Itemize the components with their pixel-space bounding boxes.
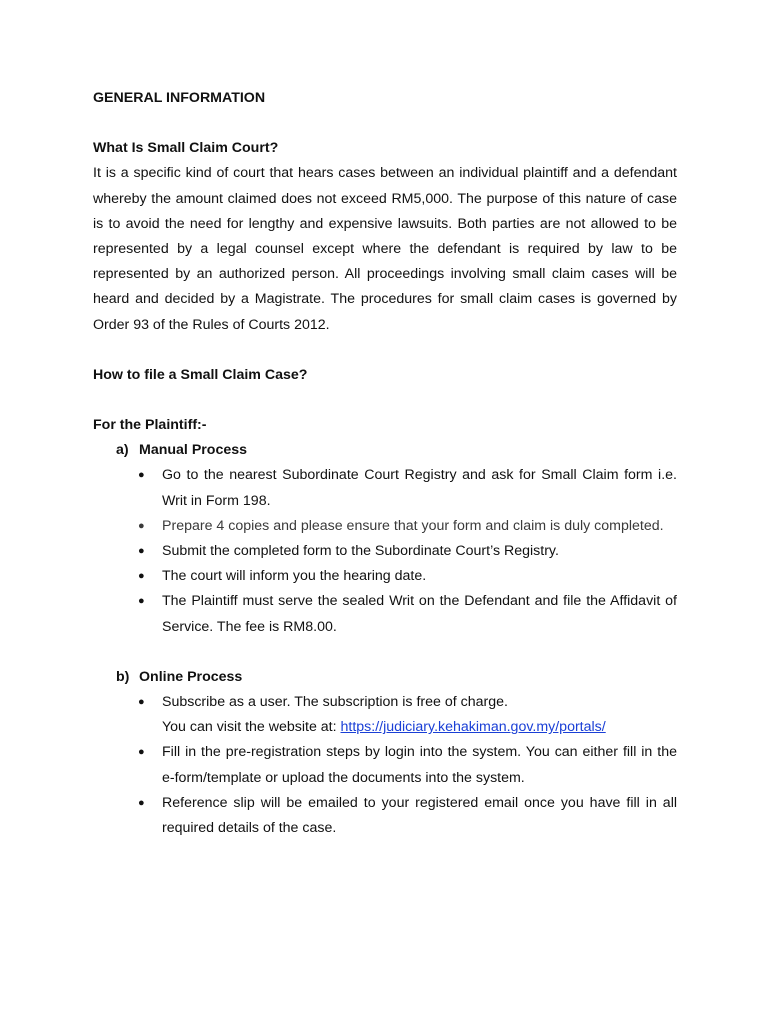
list-item-text: Subscribe as a user. The subscription is free of charge. <box>162 694 508 711</box>
spacer <box>93 388 677 413</box>
online-process-list <box>138 690 677 841</box>
bullet-icon: ● <box>138 570 145 583</box>
list-item-text: Prepare 4 copies and please ensure that your form and claim is duly completed. <box>162 517 664 534</box>
what-is-small-claim-title: What Is Small Claim Court? <box>93 140 279 157</box>
list-item <box>138 690 677 740</box>
spacer <box>93 111 677 136</box>
what-is-small-claim-body: It is a specific kind of court that hears cases between an individual plaintiff and a defendant whereby the amount claimed does not exceed RM5,000. The purpose of this nature of case is to avoid the need for lengthy and expensive lawsuits. Both parties are not allowed to be represented by a legal counsel except where the defendant is required by law to be represented by an authorized person. All proceedings involving small claim cases will be heard and decided by a Magistrate. The procedures for small claim cases is governed by Order 93 of the Rules of Courts 2012. <box>93 165 677 333</box>
list-item <box>138 791 677 841</box>
online-process-marker: b) <box>116 668 130 685</box>
list-item <box>138 539 677 564</box>
bullet-icon: ● <box>138 796 145 809</box>
list-item <box>138 564 677 589</box>
manual-process-label: Manual Process <box>139 442 248 459</box>
manual-process-list <box>138 463 677 639</box>
manual-process-title <box>116 438 677 463</box>
document-content <box>93 86 677 841</box>
how-to-file-title: How to file a Small Claim Case? <box>93 366 308 383</box>
bullet-icon: ● <box>138 595 145 608</box>
bullet-icon: ● <box>138 545 145 558</box>
list-item-text: The court will inform you the hearing date. <box>162 568 427 585</box>
judiciary-portal-link[interactable]: https://judiciary.kehakiman.gov.my/portals/ <box>340 719 606 736</box>
list-item <box>138 740 677 790</box>
list-item <box>138 514 677 539</box>
list-item-text: You can visit the website at: <box>162 719 341 736</box>
spacer <box>93 640 677 665</box>
bullet-icon: ● <box>138 469 145 482</box>
list-item-text: Reference slip will be emailed to your registered email once you have fill in all required details of the case. <box>162 794 677 837</box>
list-item-text: Submit the completed form to the Subordinate Court’s Registry. <box>162 543 559 560</box>
manual-process-marker: a) <box>116 442 129 459</box>
plaintiff-title: For the Plaintiff:- <box>93 417 207 434</box>
list-item <box>138 463 677 513</box>
bullet-icon: ● <box>138 519 145 532</box>
general-information-heading: GENERAL INFORMATION <box>93 90 266 106</box>
list-item-text: The Plaintiff must serve the sealed Writ on the Defendant and file the Affidavit of Service. The fee is RM8.00. <box>162 593 677 635</box>
spacer <box>93 338 677 363</box>
list-item <box>138 589 677 639</box>
list-item-text: Fill in the pre-registration steps by login into the system. You can either fill in the e-form/template or upload the documents into the system. <box>162 744 677 786</box>
bullet-icon: ● <box>138 746 145 759</box>
online-process-label: Online Process <box>139 668 243 685</box>
online-process-title <box>116 665 677 690</box>
list-item-text: Go to the nearest Subordinate Court Registry and ask for Small Claim form i.e. Writ in Form 198. <box>162 467 677 509</box>
bullet-icon: ● <box>138 696 145 709</box>
